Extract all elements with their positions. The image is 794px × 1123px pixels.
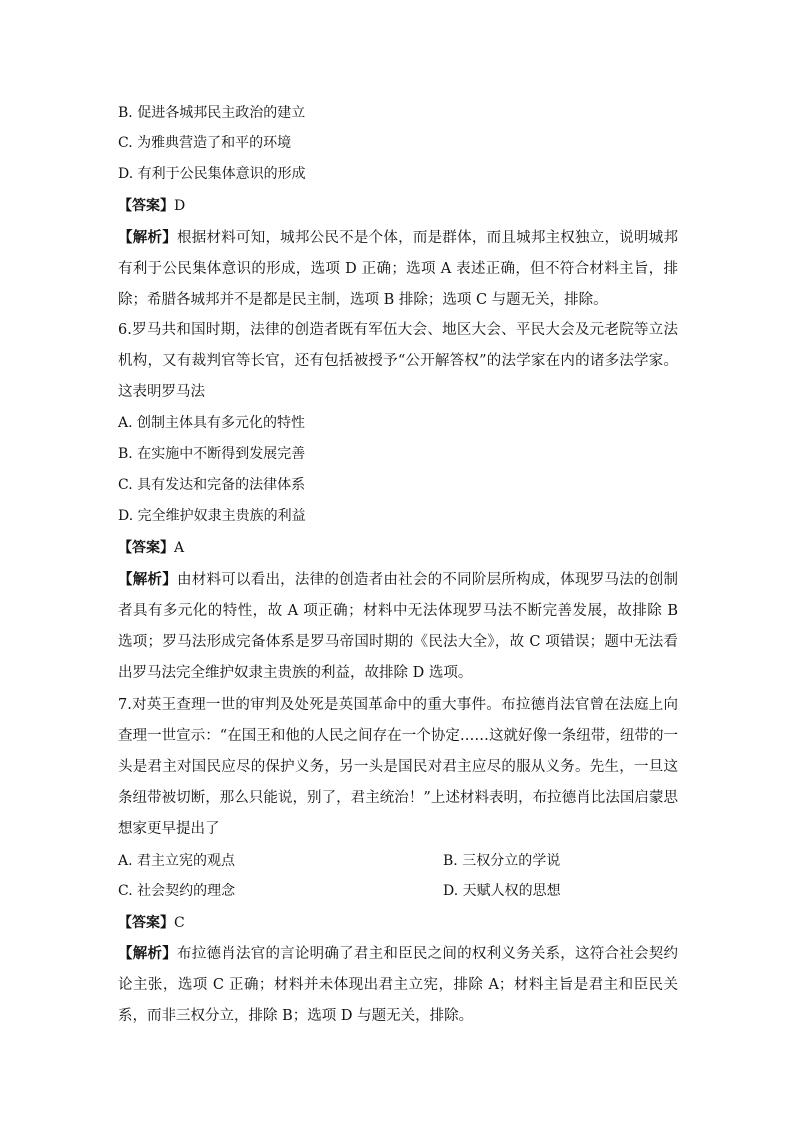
q6-answer [118, 538, 678, 558]
q7-analysis [118, 938, 678, 1032]
q5-option-b: B. 促进各城邦民主政治的建立 [118, 105, 306, 121]
q7-stem: 7.对英王查理一世的审判及处死是英国革命中的重大事件。布拉德肖法官曾在法庭上向查理一世宣示：“在国王和他的人民之间存在一个协定……这就好像一条纽带，纽带的一头是君主对国民应尽的保护义务，另一头是国民对君主应尽的服从义务。先生，一旦这条纽带被切断，那么只能说，别了，君主统治！”上述材料表明，布拉德肖比法国启蒙思想家更早提出了 [118, 697, 678, 837]
q7-option-b: B. 三权分立的学说 [443, 853, 561, 869]
answer-label: 【答案】 [118, 915, 174, 931]
q6-option-c: C. 具有发达和完备的法律体系 [118, 477, 306, 493]
q5-option-c: C. 为雅典营造了和平的环境 [118, 135, 292, 151]
q6-analysis [118, 564, 678, 689]
analysis-text: 布拉德肖法官的言论明确了君主和臣民之间的权利义务关系，这符合社会契约论主张，选项 C 正确；材料并未体现出君主立宪，排除 A；材料主旨是君主和臣民关系，而非三权分立，排除 B；选项 D 与题无关，排除。 [118, 946, 679, 1024]
q5-analysis [118, 222, 678, 316]
q7-option-a: A. 君主立宪的观点 [118, 853, 236, 869]
answer-label: 【答案】 [118, 198, 174, 214]
analysis-text: 根据材料可知，城邦公民不是个体，而是群体，而且城邦主权独立，说明城邦有利于公民集体意识的形成，选项 D 正确；选项 A 表述正确，但不符合材料主旨，排除；希腊各城邦并不是都是民主制，选项 B 排除；选项 C 与题无关，排除。 [118, 230, 679, 308]
q5-option-d: D. 有利于公民集体意识的形成 [118, 166, 306, 182]
analysis-label: 【解析】 [118, 571, 177, 588]
analysis-label: 【解析】 [118, 229, 177, 246]
q7-option-d: D. 天赋人权的思想 [443, 883, 561, 899]
q6-option-a: A. 创制主体具有多元化的特性 [118, 415, 306, 431]
analysis-text: 由材料可以看出，法律的创造者由社会的不同阶层所构成，体现罗马法的创制者具有多元化的特性，故 A 项正确；材料中无法体现罗马法不断完善发展，故排除 B 选项；罗马法形成完备体系是罗马帝国时期的《民法大全》，故 C 项错误；题中无法看出罗马法完全维护奴隶主贵族的利益，故排除 D 选项。 [118, 572, 679, 681]
answer-value: A [174, 540, 185, 556]
analysis-label: 【解析】 [118, 945, 177, 962]
answer-value: C [174, 915, 185, 931]
answer-label: 【答案】 [118, 540, 174, 556]
q6-option-d: D. 完全维护奴隶主贵族的利益 [118, 508, 306, 524]
q5-answer [118, 196, 678, 216]
q6-stem: 6.罗马共和国时期，法律的创造者既有军伍大会、地区大会、平民大会及元老院等立法机构，又有裁判官等长官，还有包括被授予“公开解答权”的法学家在内的诸多法学家。这表明罗马法 [118, 322, 678, 400]
answer-value: D [174, 198, 186, 214]
q7-answer [118, 913, 678, 933]
q6-option-b: B. 在实施中不断得到发展完善 [118, 446, 306, 462]
q7-option-c: C. 社会契约的理念 [118, 883, 236, 899]
